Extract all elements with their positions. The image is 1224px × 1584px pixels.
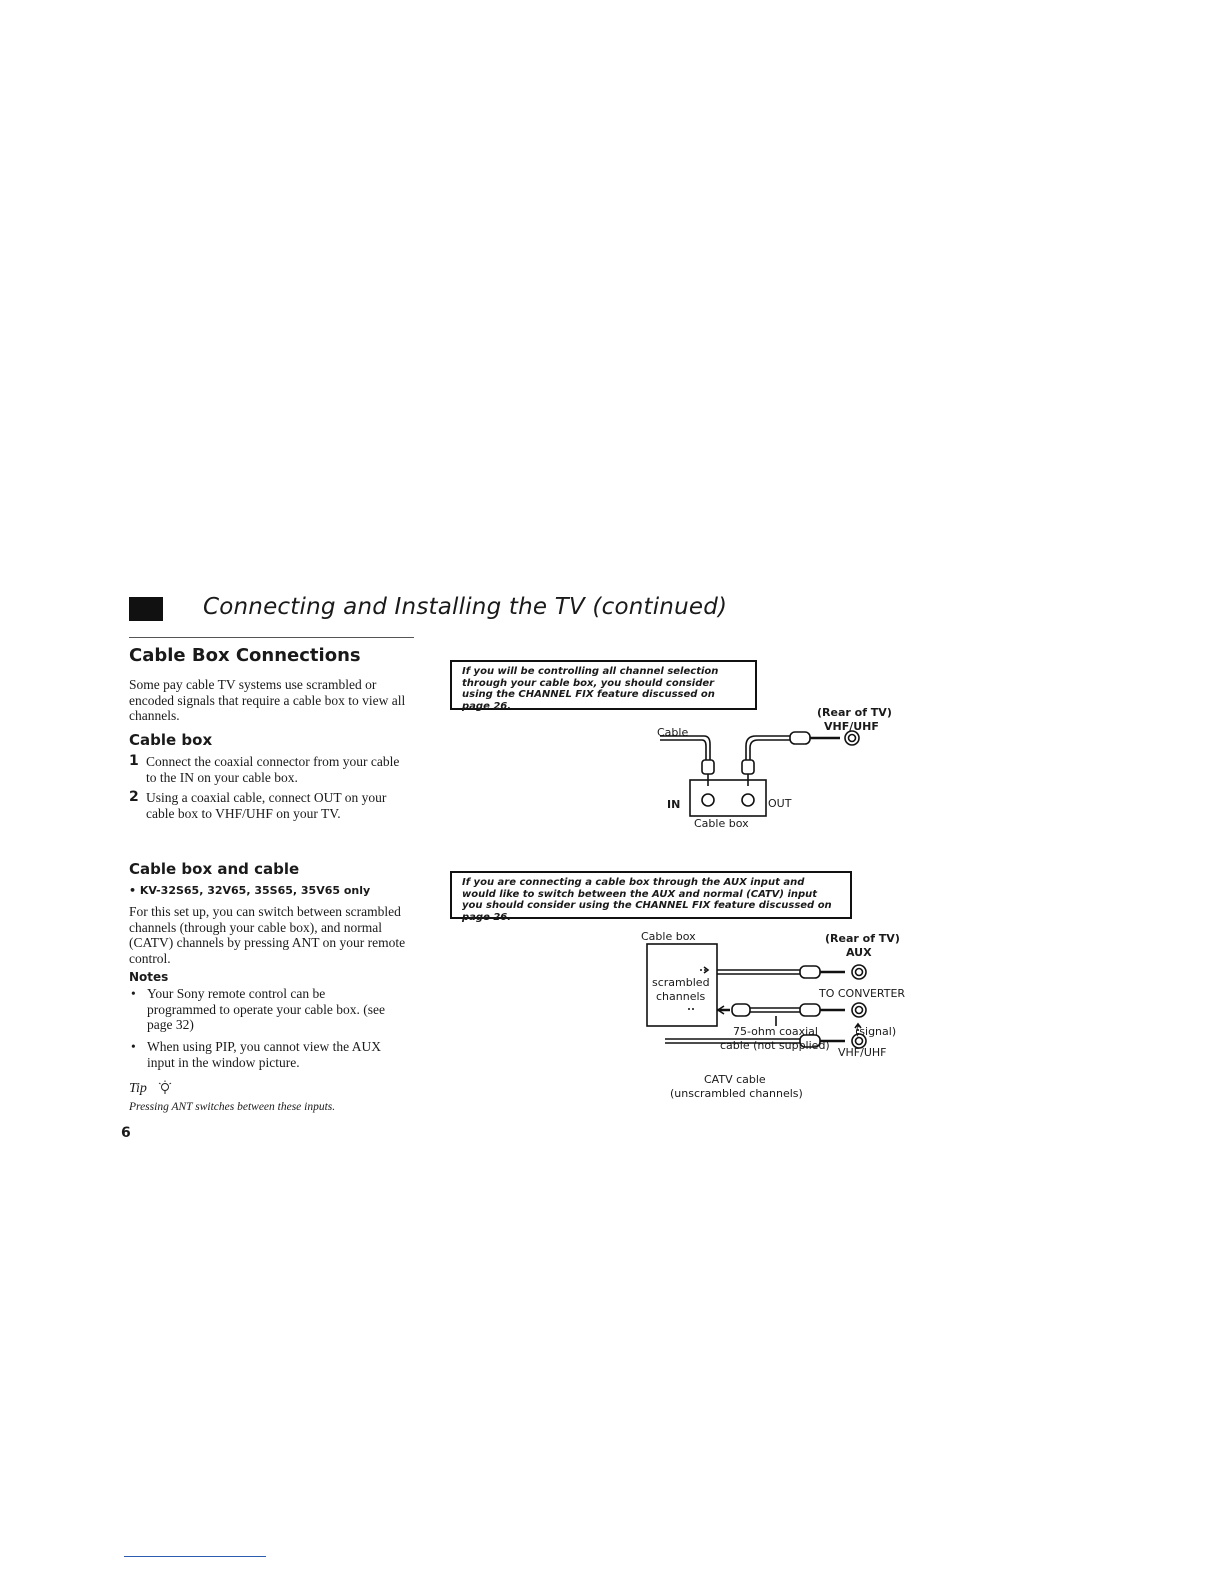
channels-label: channels: [656, 990, 706, 1003]
cable-box-label: Cable box: [694, 817, 749, 830]
note-item: [131, 1039, 401, 1071]
notes-heading: Notes: [129, 970, 169, 984]
step-number: 1: [129, 753, 139, 769]
out-jack: [742, 794, 754, 806]
rear-of-tv-label: (Rear of TV): [817, 706, 892, 719]
scrambled-label: scrambled: [652, 976, 710, 989]
cable-box-cable-diagram: [640, 940, 880, 1075]
cable-box-unit: [647, 944, 717, 1026]
model-list: • KV-32S65, 32V65, 35S65, 35V65 only: [129, 884, 371, 897]
cable-box-diagram: [640, 730, 880, 820]
step-text: Using a coaxial cable, connect OUT on your cable box to VHF/UHF on your TV.: [146, 790, 387, 821]
header-divider: [129, 637, 414, 638]
section-marker: [129, 597, 163, 621]
coax-plug: [800, 966, 820, 978]
connector-plug: [742, 760, 754, 774]
lightbulb-icon: [158, 1080, 172, 1096]
to-converter-jack: [852, 1003, 866, 1017]
aux-jack: [852, 965, 866, 979]
step-text: Connect the coaxial connector from your cable to the IN on your cable box.: [146, 754, 400, 785]
catv-cable-label: CATV cable: [704, 1073, 766, 1086]
bullet-icon: •: [131, 986, 136, 1001]
coax-plug: [790, 732, 810, 744]
footer-divider: [124, 1556, 266, 1557]
page-number: 6: [121, 1125, 131, 1141]
coax-plug: [800, 1035, 820, 1047]
in-label: IN: [667, 798, 681, 811]
subhead-cable-box: Cable box: [129, 731, 213, 749]
cable-box-unit: [690, 780, 766, 816]
step-item: [129, 754, 419, 786]
section-title: Cable Box Connections: [129, 645, 361, 666]
page-header-title: Connecting and Installing the TV (continued): [203, 594, 728, 620]
step-number: 2: [129, 789, 139, 805]
subhead-cable-box-and-cable: Cable box and cable: [129, 860, 300, 878]
note-text: When using PIP, you cannot view the AUX input in the window picture.: [147, 1039, 381, 1070]
out-label: OUT: [768, 797, 792, 810]
aux-channel-fix-callout: If you are connecting a cable box through the AUX input and would like to switch between the AUX and normal (CATV) input you should consider using the CHANNEL FIX feature discussed on page 26.: [450, 871, 852, 919]
bullet-icon: •: [131, 1039, 136, 1054]
note-text: Your Sony remote control can be programmed to operate your cable box. (see page 32): [147, 986, 386, 1032]
vhf-uhf-jack: [845, 731, 859, 745]
tip-text: Pressing ANT switches between these inputs.: [129, 1101, 336, 1113]
rear-of-tv-label: (Rear of TV): [825, 932, 900, 945]
cable-box-label: Cable box: [641, 930, 696, 943]
signal-label: (signal): [855, 1025, 897, 1038]
setup-paragraph: For this set up, you can switch between scrambled channels (through your cable box), and normal (CATV) channels by pressing ANT on your remote control.: [129, 904, 406, 966]
coax-plug: [800, 1004, 820, 1016]
aux-label: AUX: [846, 946, 872, 959]
vhf-uhf-jack: [852, 1034, 866, 1048]
intro-paragraph: Some pay cable TV systems use scrambled or encoded signals that require a cable box to view all channels.: [129, 677, 406, 723]
coax-label-line1: 75-ohm coaxial: [733, 1025, 818, 1038]
channel-fix-callout: If you will be controlling all channel selection through your cable box, you should consider using the CHANNEL FIX feature discussed on page 26.: [450, 660, 757, 710]
coax-label-line2: cable (not supplied): [720, 1039, 830, 1052]
vhf-uhf-label: VHF/UHF: [838, 1046, 887, 1059]
tip-heading: Tip: [129, 1081, 147, 1096]
connector-plug: [702, 760, 714, 774]
unscrambled-label: (unscrambled channels): [670, 1087, 803, 1100]
to-converter-label: TO CONVERTER: [819, 987, 906, 1000]
note-item: [131, 986, 401, 1034]
coax-plug: [732, 1004, 750, 1016]
step-item: [129, 790, 419, 822]
in-jack: [702, 794, 714, 806]
cable-label: Cable: [657, 726, 689, 739]
vhf-uhf-label: VHF/UHF: [824, 720, 879, 733]
